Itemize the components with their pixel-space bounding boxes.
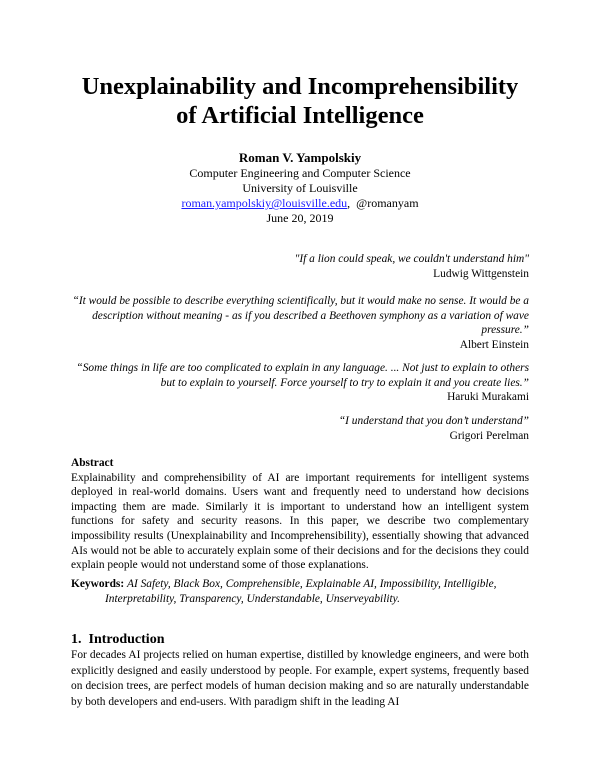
quote-text: “It would be possible to describe everything scientifically, but it would make no sense. It would be a description without meaning - as if you described a Beethoven symphony as a variation of wave pressure.”: [72, 295, 529, 337]
author-university: University of Louisville: [242, 181, 358, 195]
epigraph-quote: [71, 361, 529, 405]
keywords-label: Keywords:: [71, 578, 125, 590]
quote-attribution: Albert Einstein: [459, 338, 529, 351]
author-block: [100, 150, 500, 226]
quote-text: “Some things in life are too complicated to explain in any language. ... Not just to explain to others but to explain to yourself. Force yourself to try to explain it and you create lies.”: [76, 362, 529, 389]
introduction-heading: 1. Introduction: [71, 632, 165, 647]
epigraph-quote: [71, 294, 529, 352]
quote-attribution: Ludwig Wittgenstein: [433, 267, 529, 280]
abstract-section: [71, 456, 529, 573]
abstract-text: Explainability and comprehensibility of AI are important requirements for intelligent systems deployed in real-world domains. Users want and frequently need to understand how decisions impacting them are made. Similarly it is important to understand how an intelligent system functions for safety and security reasons. In this paper, we describe two complementary impossibility results (Unexplainability and Incomprehensibility), essentially showing that advanced AIs would not be able to accurately explain some of their decisions and for the decisions they could explain people would not understand some of those explanations.: [71, 471, 529, 572]
quote-attribution: Haruki Murakami: [447, 391, 529, 404]
author-contact: [100, 196, 500, 211]
quote-text: “I understand that you don’t understand”: [338, 415, 529, 427]
quote-attribution: Grigori Perelman: [449, 429, 529, 442]
abstract-heading: Abstract: [71, 457, 114, 469]
title-line-1: Unexplainability and Incomprehensibility: [81, 73, 519, 100]
author-department: Computer Engineering and Computer Science: [189, 166, 411, 180]
introduction-text: For decades AI projects relied on human expertise, distilled by knowledge engineers, and were both explicitly designed and easily understood by people. For example, expert systems, frequently based on decision trees, are perfect models of human decision making and so are naturally understandable by both developers and end-users. With paradigm shift in the leading AI: [71, 649, 529, 708]
paper-title: [40, 72, 560, 130]
author-email-link[interactable]: roman.yampolskiy@louisville.edu: [181, 196, 348, 210]
epigraph-quote: [339, 414, 529, 443]
title-line-2: of Artificial Intelligence: [176, 102, 424, 129]
quote-text: "If a lion could speak, we couldn't understand him": [294, 253, 529, 265]
keywords-list-line-2: Interpretability, Transparency, Understandable, Unserveyability.: [105, 593, 400, 605]
keywords-list-line-1: AI Safety, Black Box, Comprehensible, Explainable AI, Impossibility, Intelligible,: [127, 578, 497, 590]
author-name: Roman V. Yampolskiy: [238, 150, 362, 165]
keywords-section: [71, 577, 529, 607]
contact-separator: ,: [347, 196, 357, 210]
paper-date: June 20, 2019: [266, 211, 334, 225]
author-handle: @romanyam: [356, 196, 419, 210]
epigraph-quote: [295, 252, 529, 281]
